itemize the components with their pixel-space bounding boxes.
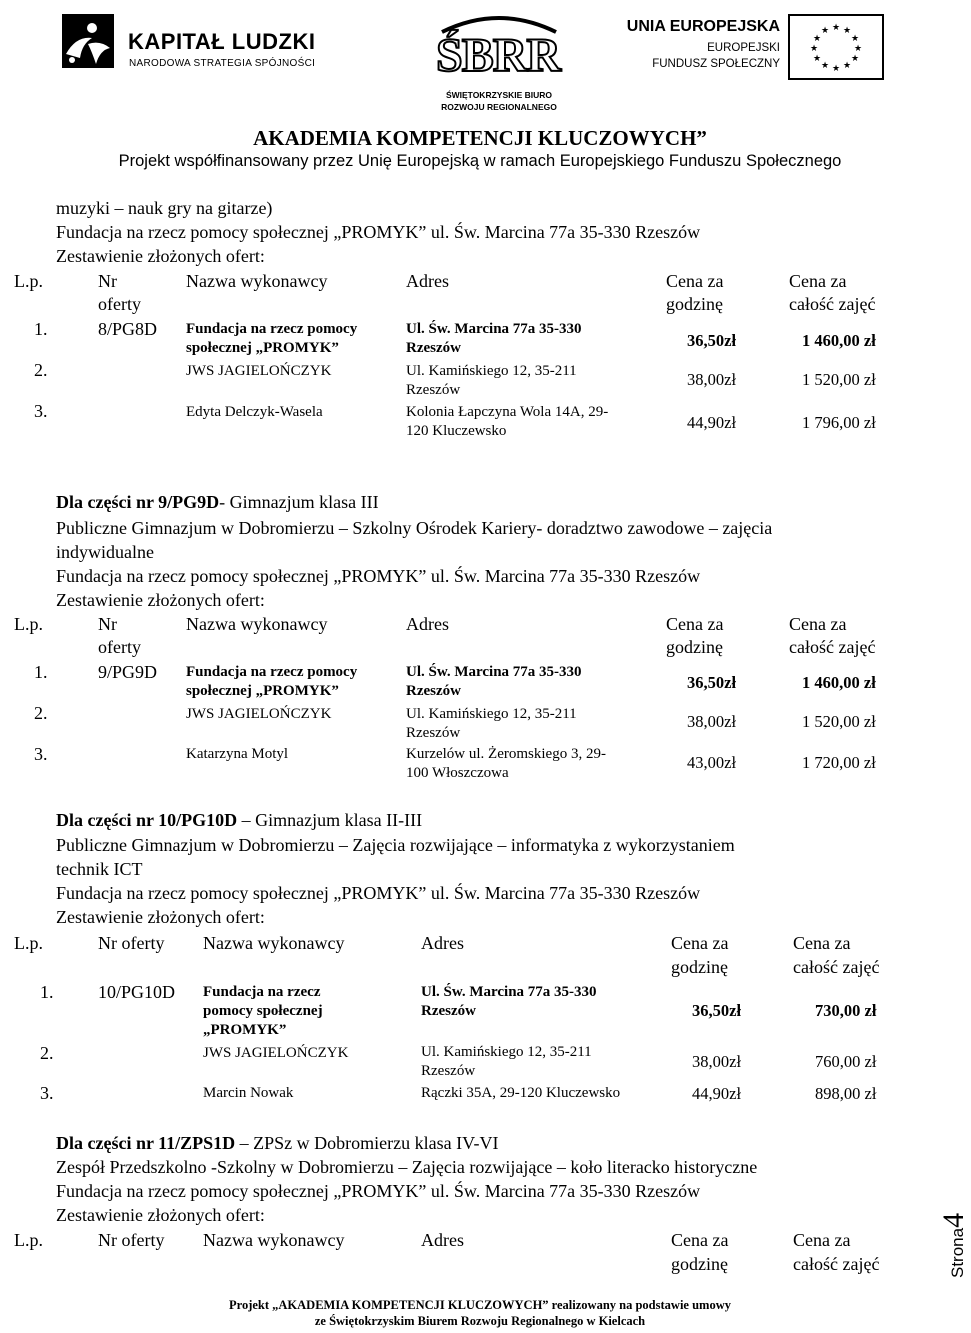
row-lp: 2. — [40, 1043, 54, 1063]
row-hour-price: 36,50zł — [687, 673, 737, 692]
row-hour-price: 38,00zł — [692, 1052, 742, 1071]
row-name: Katarzyna Motyl — [186, 746, 289, 762]
page-number — [937, 1206, 970, 1278]
sbrr-line1: ŚWIĘTOKRZYSKIE BIURO — [445, 90, 553, 100]
row-hour-price: 38,00zł — [687, 370, 737, 389]
col-nr: Nr — [98, 271, 117, 291]
row-name-3: „PROMYK” — [203, 1022, 287, 1038]
row-hour-price: 36,50zł — [692, 1001, 742, 1020]
col-cena-calosc: Cena za — [789, 614, 847, 634]
col-adres: Adres — [421, 1230, 464, 1250]
row-name: Fundacja na rzecz — [203, 984, 321, 1000]
s2-winner: Fundacja na rzecz pomocy społecznej „PROMYK” ul. Św. Marcina 77a 35-330 Rzeszów — [56, 566, 701, 586]
row-lp: 1. — [34, 662, 48, 682]
row-total-price: 1 720,00 zł — [802, 753, 876, 772]
row-lp: 1. — [40, 982, 54, 1002]
row-nr: 9/PG9D — [98, 662, 158, 682]
kapital-ludzki-logo — [62, 14, 316, 74]
s3-heading-desc: – Gimnazjum klasa II-III — [237, 810, 423, 830]
footer-line1: Projekt „AKADEMIA KOMPETENCJI KLUCZOWYCH” realizowany na podstawie umowy — [229, 1298, 731, 1312]
row-address: Ul. Św. Marcina 77a 35-330 — [406, 321, 582, 337]
row-name-2: społecznej „PROMYK” — [186, 340, 339, 356]
col-nazwa: Nazwa wykonawcy — [203, 1230, 345, 1250]
svg-text:★: ★ — [831, 23, 841, 33]
row-lp: 1. — [34, 319, 48, 339]
row-address: Ul. Kamińskiego 12, 35-211 — [406, 363, 577, 379]
s3-heading-part: Dla części nr 10/PG10D — [56, 810, 238, 830]
row-address: Kolonia Łapczyna Wola 14A, 29- — [406, 404, 609, 420]
col-cena-godz: Cena za — [666, 271, 724, 291]
row-total-price: 1 796,00 zł — [802, 413, 876, 432]
row-lp: 3. — [34, 401, 48, 421]
page-num: 4 — [937, 1212, 970, 1228]
svg-text:★: ★ — [842, 61, 852, 71]
col-godzine: godzinę — [671, 957, 728, 977]
col-nr-oferty: Nr oferty — [98, 933, 165, 953]
svg-text:★: ★ — [812, 34, 822, 44]
row-address-2: Rzeszów — [406, 340, 461, 356]
page-number-rotated — [937, 1213, 971, 1278]
row-name-2: społecznej „PROMYK” — [186, 683, 339, 699]
row-lp: 2. — [34, 360, 48, 380]
s4-heading-desc: – ZPSz w Dobromierzu klasa IV-VI — [235, 1133, 499, 1153]
col-nr-oferty: Nr oferty — [98, 1230, 165, 1250]
col-lp: L.p. — [14, 271, 43, 291]
row-address: Rączki 35A, 29-120 Kluczewsko — [421, 1085, 621, 1101]
col-calosc: całość zajęć — [789, 294, 876, 314]
row-total-price: 1 520,00 zł — [802, 712, 876, 731]
s1-continuation: muzyki – nauk gry na gitarze) — [56, 198, 273, 218]
row-lp: 2. — [34, 703, 48, 723]
row-name: Edyta Delczyk-Wasela — [186, 404, 323, 420]
svg-text:★: ★ — [809, 44, 819, 54]
row-total-price: 1 520,00 zł — [802, 370, 876, 389]
row-total-price: 730,00 zł — [815, 1001, 877, 1020]
row-hour-price: 36,50zł — [687, 331, 737, 350]
row-name: JWS JAGIELOŃCZYK — [203, 1045, 349, 1061]
col-nazwa: Nazwa wykonawcy — [186, 271, 328, 291]
project-title: AKADEMIA KOMPETENCJI KLUCZOWYCH” — [253, 126, 707, 150]
row-hour-price: 44,90zł — [687, 413, 737, 432]
row-total-price: 760,00 zł — [815, 1052, 877, 1071]
row-address: Ul. Kamińskiego 12, 35-211 — [406, 706, 577, 722]
svg-text:★: ★ — [842, 26, 852, 36]
row-name: Fundacja na rzecz pomocy — [186, 321, 358, 337]
row-hour-price: 44,90zł — [692, 1084, 742, 1103]
col-adres: Adres — [406, 271, 449, 291]
col-nr: Nr — [98, 614, 117, 634]
s1-winner: Fundacja na rzecz pomocy społecznej „PROMYK” ul. Św. Marcina 77a 35-330 Rzeszów — [56, 222, 701, 242]
row-address-2: Rzeszów — [406, 725, 461, 741]
row-address-2: Rzeszów — [421, 1003, 476, 1019]
svg-text:★: ★ — [850, 54, 860, 64]
row-name: JWS JAGIELOŃCZYK — [186, 706, 332, 722]
col-nazwa: Nazwa wykonawcy — [186, 614, 328, 634]
row-address: Ul. Św. Marcina 77a 35-330 — [406, 664, 582, 680]
col-cena-calosc: Cena za — [793, 1230, 851, 1250]
col-lp: L.p. — [14, 1230, 43, 1250]
row-total-price: 898,00 zł — [815, 1084, 877, 1103]
eu-line2: EUROPEJSKI — [707, 42, 780, 54]
row-name: JWS JAGIELOŃCZYK — [186, 363, 332, 379]
row-address: Ul. Kamińskiego 12, 35-211 — [421, 1044, 592, 1060]
s4-winner: Fundacja na rzecz pomocy społecznej „PROMYK” ul. Św. Marcina 77a 35-330 Rzeszów — [56, 1181, 701, 1201]
svg-text:★: ★ — [831, 64, 841, 74]
project-subtitle: Projekt współfinansowany przez Unię Europejską w ramach Europejskiego Funduszu Społecznego — [118, 152, 842, 170]
row-total-price: 1 460,00 zł — [802, 673, 876, 692]
row-nr: 10/PG10D — [98, 982, 176, 1002]
svg-text:★: ★ — [853, 44, 863, 54]
s2-heading — [56, 492, 379, 514]
page-label: Strona — [948, 1227, 967, 1278]
col-cena-godz: Cena za — [671, 1230, 729, 1250]
row-address-2: 120 Kluczewsko — [406, 423, 507, 439]
col-adres: Adres — [421, 933, 464, 953]
col-adres: Adres — [406, 614, 449, 634]
row-address-2: 100 Włoszczowa — [406, 765, 509, 781]
col-oferty: oferty — [98, 637, 141, 657]
col-cena-godz: Cena za — [671, 933, 729, 953]
row-hour-price: 38,00zł — [687, 712, 737, 731]
s3-zestawienie: Zestawienie złożonych ofert: — [56, 907, 265, 927]
s4-zestawienie: Zestawienie złożonych ofert: — [56, 1205, 265, 1225]
s2-heading-desc: - Gimnazjum klasa III — [219, 492, 379, 512]
s2-zestawienie: Zestawienie złożonych ofert: — [56, 590, 265, 610]
eu-flag-icon — [788, 14, 884, 80]
footer-line2: ze Świętokrzyskim Biurem Rozwoju Regionalnego w Kielcach — [314, 1314, 646, 1328]
kapital-ludzki-title: KAPITAŁ LUDZKI — [128, 29, 316, 54]
row-lp: 3. — [40, 1083, 54, 1103]
col-calosc: całość zajęć — [793, 1254, 880, 1274]
s2-desc1: Publiczne Gimnazjum w Dobromierzu – Szkolny Ośrodek Kariery- doradztwo zawodowe – zajęcia — [56, 518, 773, 538]
row-name: Marcin Nowak — [203, 1085, 294, 1101]
svg-text:★: ★ — [820, 61, 830, 71]
row-lp: 3. — [34, 744, 48, 764]
s3-desc2: technik ICT — [56, 859, 143, 879]
row-address: Kurzelów ul. Żeromskiego 3, 29- — [406, 746, 606, 762]
s4-heading — [56, 1133, 498, 1155]
col-cena-godz: Cena za — [666, 614, 724, 634]
col-godzine: godzinę — [666, 637, 723, 657]
svg-text:★: ★ — [820, 26, 830, 36]
col-cena-calosc: Cena za — [793, 933, 851, 953]
sbrr-line2: ROZWOJU REGIONALNEGO — [441, 102, 557, 112]
col-nazwa: Nazwa wykonawcy — [203, 933, 345, 953]
s4-desc1: Zespół Przedszkolno -Szkolny w Dobromierzu – Zajęcia rozwijające – koło literacko historyczne — [56, 1157, 758, 1177]
row-address-2: Rzeszów — [406, 382, 461, 398]
row-address: Ul. Św. Marcina 77a 35-330 — [421, 984, 597, 1000]
eu-line3: FUNDUSZ SPOŁECZNY — [652, 58, 780, 70]
col-calosc: całość zajęć — [789, 637, 876, 657]
col-calosc: całość zajęć — [793, 957, 880, 977]
col-godzine: godzinę — [666, 294, 723, 314]
sbrr-logo — [424, 10, 574, 110]
kapital-ludzki-emblem — [62, 14, 114, 68]
row-address-2: Rzeszów — [406, 683, 461, 699]
svg-text:★: ★ — [850, 34, 860, 44]
row-total-price: 1 460,00 zł — [802, 331, 876, 350]
kapital-ludzki-subtitle: NARODOWA STRATEGIA SPÓJNOŚCI — [129, 58, 316, 69]
sbrr-logo-text: ŚBRR — [436, 29, 561, 82]
row-name: Fundacja na rzecz pomocy — [186, 664, 358, 680]
col-godzine: godzinę — [671, 1254, 728, 1274]
col-cena-calosc: Cena za — [789, 271, 847, 291]
s1-zestawienie: Zestawienie złożonych ofert: — [56, 246, 265, 266]
svg-text:★: ★ — [812, 54, 822, 64]
row-hour-price: 43,00zł — [687, 753, 737, 772]
s2-desc2: indywidualne — [56, 542, 154, 562]
col-lp: L.p. — [14, 614, 43, 634]
s3-desc1: Publiczne Gimnazjum w Dobromierzu – Zajęcia rozwijające – informatyka z wykorzystaniem — [56, 835, 735, 855]
row-address-2: Rzeszów — [421, 1063, 476, 1079]
col-lp: L.p. — [14, 933, 43, 953]
eu-line1: UNIA EUROPEJSKA — [626, 18, 780, 35]
row-nr: 8/PG8D — [98, 319, 158, 339]
s3-heading — [56, 810, 422, 832]
s2-heading-part: Dla części nr 9/PG9D — [56, 492, 220, 512]
col-oferty: oferty — [98, 294, 141, 314]
row-name-2: pomocy społecznej — [203, 1003, 323, 1019]
s4-heading-part: Dla części nr 11/ZPS1D — [56, 1133, 236, 1153]
s3-winner: Fundacja na rzecz pomocy społecznej „PROMYK” ul. Św. Marcina 77a 35-330 Rzeszów — [56, 883, 701, 903]
eu-logo — [626, 14, 892, 80]
